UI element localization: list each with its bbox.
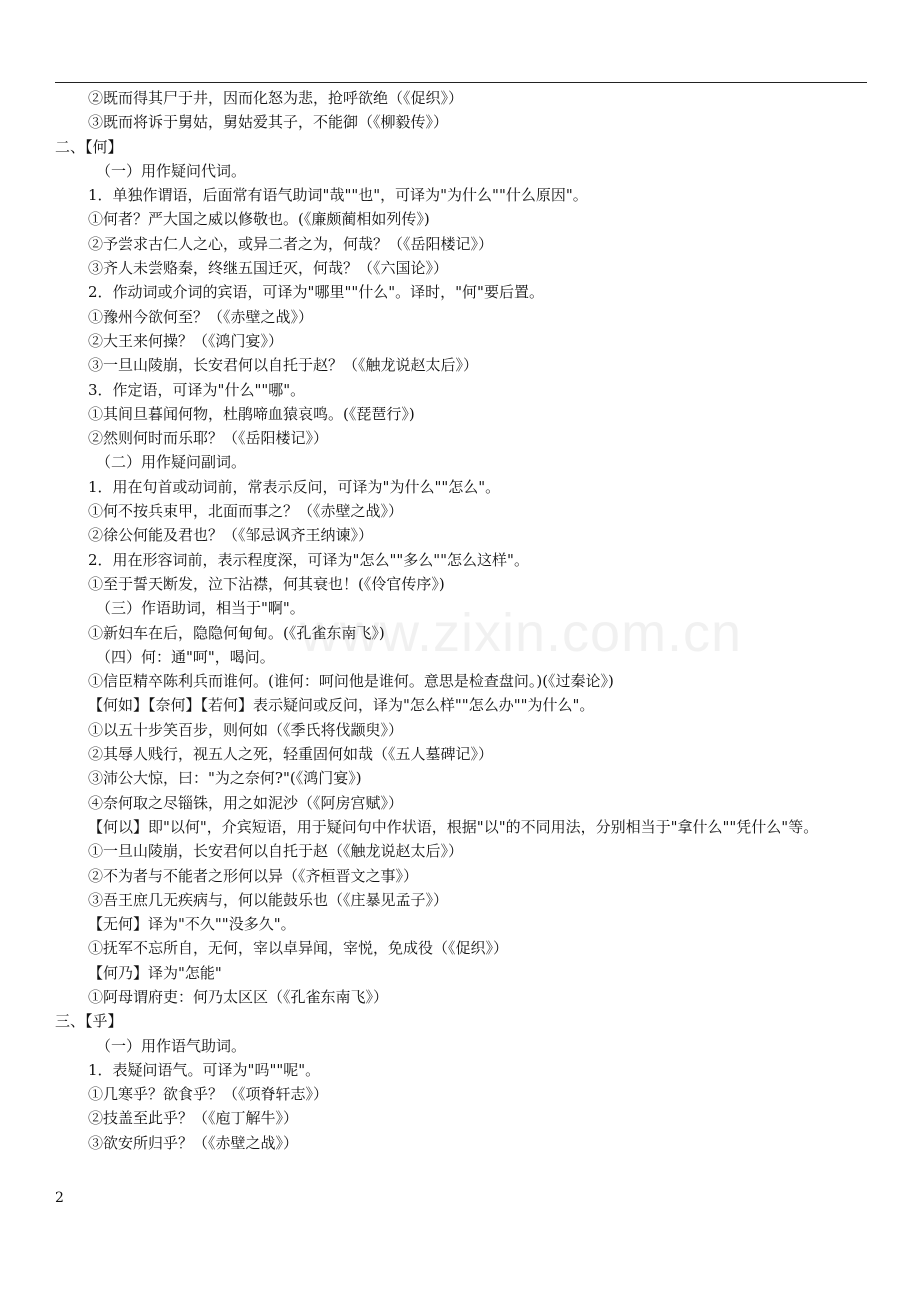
text-line: （一）用作疑问代词。 [96,161,247,180]
text-line: ②大王来何操？（《鸿门宴》） [88,331,284,350]
text-line: ③既而将诉于舅姑，舅姑爱其子，不能御（《柳毅传》） [88,113,449,132]
text-line: ③欲安所归乎？（《赤壁之战》） [88,1133,299,1152]
text-line: 二、【何】 [55,137,123,156]
text-line: ②予尝求古仁人之心，或异二者之为，何哉？（《岳阳楼记》） [88,234,494,253]
text-line: ①一旦山陵崩，长安君何以自托于赵（《触龙说赵太后》） [88,842,464,861]
text-line: ①几寒乎？欲食乎？（《项脊轩志》） [88,1085,329,1104]
text-line: ①信臣精卒陈利兵而谁何。(谁何：呵问他是谁何。意思是检查盘问。)(《过秦论》) [88,672,614,691]
text-line: ①豫州今欲何至？（《赤壁之战》） [88,307,314,326]
page-number: 2 [55,1190,64,1206]
text-line: 3．作定语，可译为"什么""哪"。 [88,380,306,399]
text-line: ①何不按兵束甲，北面而事之？（《赤壁之战》） [88,502,404,521]
text-line: 【无何】译为"不久""没多久"。 [88,915,296,934]
text-line: ①何者？严大国之威以修敬也。(《廉颇蔺相如列传》) [88,210,430,229]
text-line: 【何乃】译为"怎能" [88,963,222,982]
text-line: ①抚军不忘所自，无何，宰以卓异闻，宰悦，免成役（《促织》） [88,939,509,958]
text-line: 2．作动词或介词的宾语，可译为"哪里""什么"。译时，"何"要后置。 [88,283,544,302]
text-line: ②既而得其尸于井，因而化怒为悲，抢呼欲绝（《促织》） [88,89,464,107]
text-line: 三、【乎】 [55,1012,123,1031]
header-rule [55,82,867,83]
document-body [0,86,920,1155]
text-line: ③齐人未尝赂秦，终继五国迁灭，何哉？（《六国论》） [88,259,449,278]
text-line: ④奈何取之尽锱铢，用之如泥沙（《阿房宫赋》） [88,793,404,812]
text-line: 2．用在形容词前，表示程度深，可译为"怎么""多么""怎么这样"。 [88,550,529,569]
text-line: 1．用在句首或动词前，常表示反问，可译为"为什么""怎么"。 [88,477,501,496]
text-line: （四）何：通"呵"，喝问。 [96,647,275,666]
text-line: （三）作语助词，相当于"啊"。 [96,599,305,618]
text-line: ③沛公大惊，曰："为之奈何?"(《鸿门宴》) [88,769,362,788]
text-line: ②技盖至此乎？（《庖丁解牛》） [88,1109,299,1128]
text-line: 【何以】即"以何"，介宾短语，用于疑问句中作状语，根据"以"的不同用法，分别相当于"拿什么""凭什么"等。 [88,817,819,836]
text-line: ①阿母谓府吏：何乃太区区（《孔雀东南飞》） [88,987,389,1006]
text-line: ③一旦山陵崩，长安君何以自托于赵？（《触龙说赵太后》） [88,356,479,375]
text-line: ③吾王庶几无疾病与，何以能鼓乐也（《庄暴见孟子》） [88,890,449,909]
text-line: ①其间旦暮闻何物，杜鹃啼血猿哀鸣。(《琵琶行》) [88,404,415,423]
text-line: ②其辱人贱行，视五人之死，轻重固何如哉（《五人墓碑记》） [88,745,494,764]
text-line: （一）用作语气助词。 [96,1036,247,1055]
text-line: 1．表疑问语气。可译为"吗""呢"。 [88,1060,321,1079]
text-line: ②不为者与不能者之形何以异（《齐桓晋文之事》） [88,866,419,885]
text-line: 1．单独作谓语，后面常有语气助词"哉""也"，可译为"为什么""什么原因"。 [88,186,588,205]
watermark: www.zixin.com.cn [300,603,743,663]
text-line: ①至于誓天断发，泣下沾襟，何其衰也！(《伶官传序》) [88,574,445,593]
text-line: ①新妇车在后，隐隐何甸甸。(《孔雀东南飞》) [88,623,385,642]
text-line: ②然则何时而乐耶？（《岳阳楼记》） [88,429,329,448]
text-line: 【何如】【奈何】【若何】表示疑问或反问，译为"怎么样""怎么办""为什么"。 [88,696,595,715]
text-line: ②徐公何能及君也？（《邹忌讽齐王纳谏》） [88,526,374,545]
text-line: ①以五十步笑百步，则何如（《季氏将伐颛臾》） [88,720,404,739]
text-line: （二）用作疑问副词。 [96,453,247,472]
